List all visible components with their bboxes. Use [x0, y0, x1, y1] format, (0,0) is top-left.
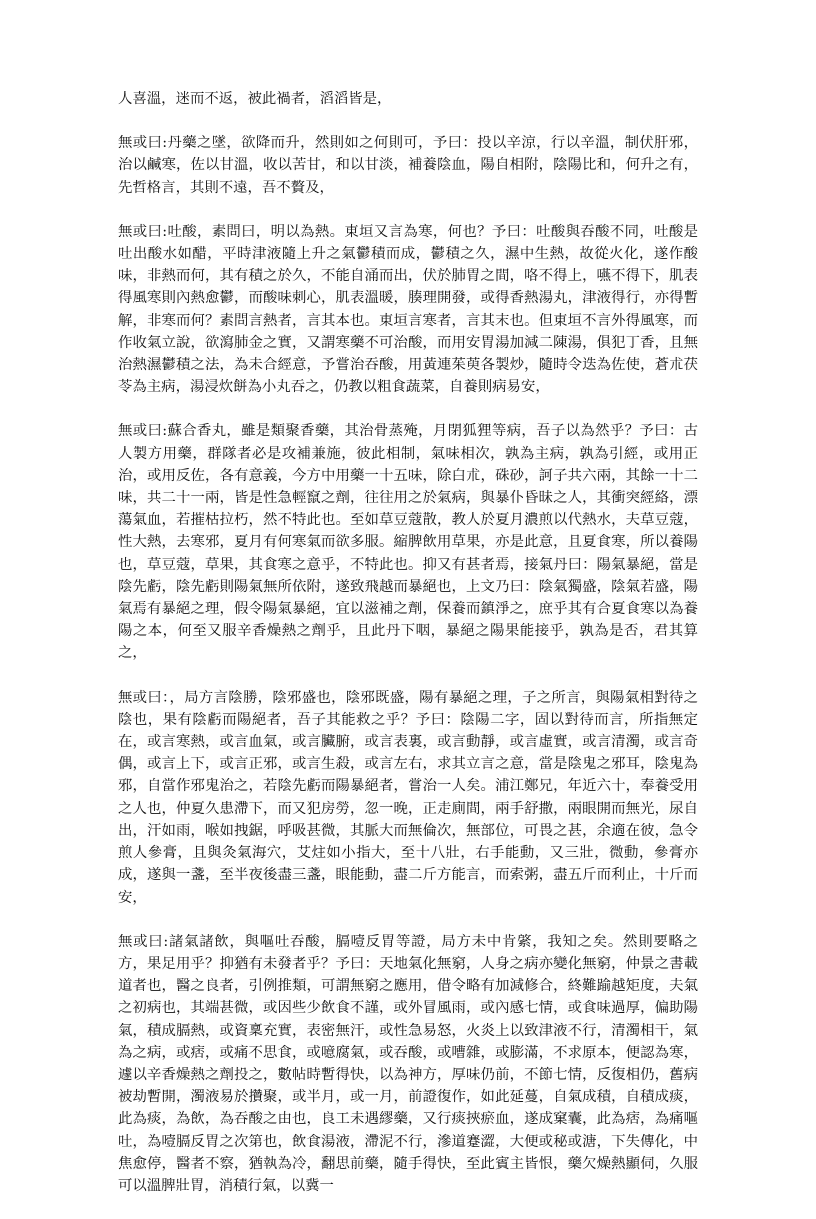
paragraph-2: 無或曰:丹藥之墜，欲降而升，然則如之何則可，予曰：投以辛涼，行以辛溫，制伏肝邪，治以鹹寒，佐以甘溫，收以苦甘，和以甘淡，補養陰血，陽自相附，陰陽比和，何升之有，先哲格言，其則不遠，吾不贅及，	[118, 135, 698, 196]
paragraph-1: 人喜溫，迷而不返，被此禍者，滔滔皆是，	[118, 91, 392, 107]
paragraph-5: 無或曰：，局方言陰勝，陰邪盛也，陰邪既盛，陽有暴絕之理，子之所言，與陽氣相對待之陰也，果有陰虧而陽絕者，吾子其能救之乎？予曰：陰陽二字，固以對待而言，所指無定在，或言寒熱，或言血氣，或言臟腑，或言表裏，或言動靜，或言虛實，或言清濁，或言奇偶，或言上下，或言正邪，或言生殺，或言左右，求其立言之意，當是陰鬼之邪耳，陰鬼為邪，自當作邪鬼治之，若陰先虧而陽暴絕者，嘗治一人矣。浦江鄭兄，年近六十，奉養受用之人也，仲夏久患滯下，而又犯房勞，忽一晚，正走廁間，兩手舒撒，兩眼開而無光，尿自出，汗如雨，喉如拽鋸，呼吸甚微，其脈大而無倫次，無部位，可畏之甚，余適在彼，急令煎人參膏，且與灸氣海穴，艾炷如小指大，至十八壯，右手能動，又三壯，微動，參膏亦成，遂與一盞，至半夜後盡三盞，眼能動，盡二斤方能言，而索粥，盡五斤而利止，十斤而安，	[118, 689, 698, 906]
paragraph-3: 無或曰:吐酸，素問曰，明以為熱。東垣又言為寒，何也？予曰：吐酸與吞酸不同，吐酸是吐出酸水如醋，平時津液隨上升之氣鬱積而成，鬱積之久，濕中生熱，故從火化，遂作酸味，非熱而何，其有積之於久，不能自涌而出，伏於肺胃之間，咯不得上，嚥不得下，肌表得風寒則內熱愈鬱，而酸味刺心，肌表溫暖，腠理開發，或得香熱湯丸，津液得行，亦得暫解，非寒而何？素問言熱者，言其本也。東垣言寒者，言其末也。但東垣不言外得風寒，而作收氣立說，欲瀉肺金之實，又謂寒藥不可治酸，而用安胃湯加減二陳湯，俱犯丁香，且無治熱濕鬱積之法，為未合經意，予嘗治吞酸，用黃連茱萸各製炒，隨時令迭為佐使，蒼朮茯苓為主病，湯浸炊餅為小丸吞之，仍教以粗食蔬菜，自養則病易安，	[118, 223, 698, 396]
document-page	[118, 88, 698, 1219]
paragraph-4: 無或曰:蘇合香丸，雖是類聚香藥，其治骨蒸殗，月閉狐狸等病，吾子以為然乎？予曰：古人製方用藥，群隊者必是攻補兼施，彼此相制，氣味相次，孰為主病，孰為引經，或用正治，或用反佐，各有意義，今方中用藥一十五味，除白朮，硃砂，訶子共六兩，其餘一十二味，共二十一兩，皆是性急輕竄之劑，往往用之於氣病，與暴仆昏昧之人，其衝突經絡，漂蕩氣血，若摧枯拉朽，然不特此也。至如草豆蔻散，教人於夏月濃煎以代熱水，夫草豆蔻，性大熱，去寒邪，夏月有何寒氣而欲多服。縮脾飲用草果，亦是此意，且夏食寒，所以養陽也，草豆蔻，草果，其食寒之意乎，不特此也。抑又有甚者焉，接氣丹曰：陽氣暴絕，當是陰先虧，陰先虧則陽氣無所依附，遂致飛越而暴絕也，上文乃曰：陰氣獨盛，陰氣若盛，陽氣焉有暴絕之理，假令陽氣暴絕，宜以滋補之劑，保養而鎮淨之，庶乎其有合夏食寒以為養陽之本，何至又服辛香燥熱之劑乎，且此丹下咽，暴絕之陽果能接乎，孰為是否，君其算之，	[118, 423, 698, 662]
paragraph-6: 無或曰:諸氣諸飲，與嘔吐吞酸，膈噎反胃等證，局方未中肯綮，我知之矣。然則要略之方，果足用乎？抑猶有未發者乎？予曰：天地氣化無窮，人身之病亦變化無窮，仲景之書載道者也，醫之良者，引例推類，可謂無窮之應用，借令略有加減修合，終難踰越矩度，夫氣之初病也，其端甚微，或因些少飲食不謹，或外冒風雨，或內感七情，或食味過厚，偏助陽氣，積成膈熱，或資稟充實，表密無汗，或性急易怒，火炎上以致津液不行，清濁相干，氣為之病，或痞，或痛不思食，或噫腐氣，或吞酸，或嘈雜，或膨滿，不求原本，便認為寒，遽以辛香燥熱之劑投之，數帖時暫得快，以為神方，厚味仍前，不節七情，反復相仍，舊病被劫暫開，濁液易於攢聚，或半月，或一月，前證復作，如此延蔓，自氣成積，自積成痰，此為痰，為飲，為吞酸之由也，良工未遇繆藥，又行痰挾瘀血，遂成窠囊，此為痞，為痛嘔吐，為噎膈反胃之次第也，飲食湯液，滯泥不行，滲道蹇澀，大便或秘或溏，下失傳化，中焦愈停，醫者不察，猶執為冷，翻思前藥，隨手得快，至此賓主皆恨，藥欠燥熱顯伺，久服可以溫脾壯胃，消積行氣，以冀一	[118, 933, 698, 1194]
